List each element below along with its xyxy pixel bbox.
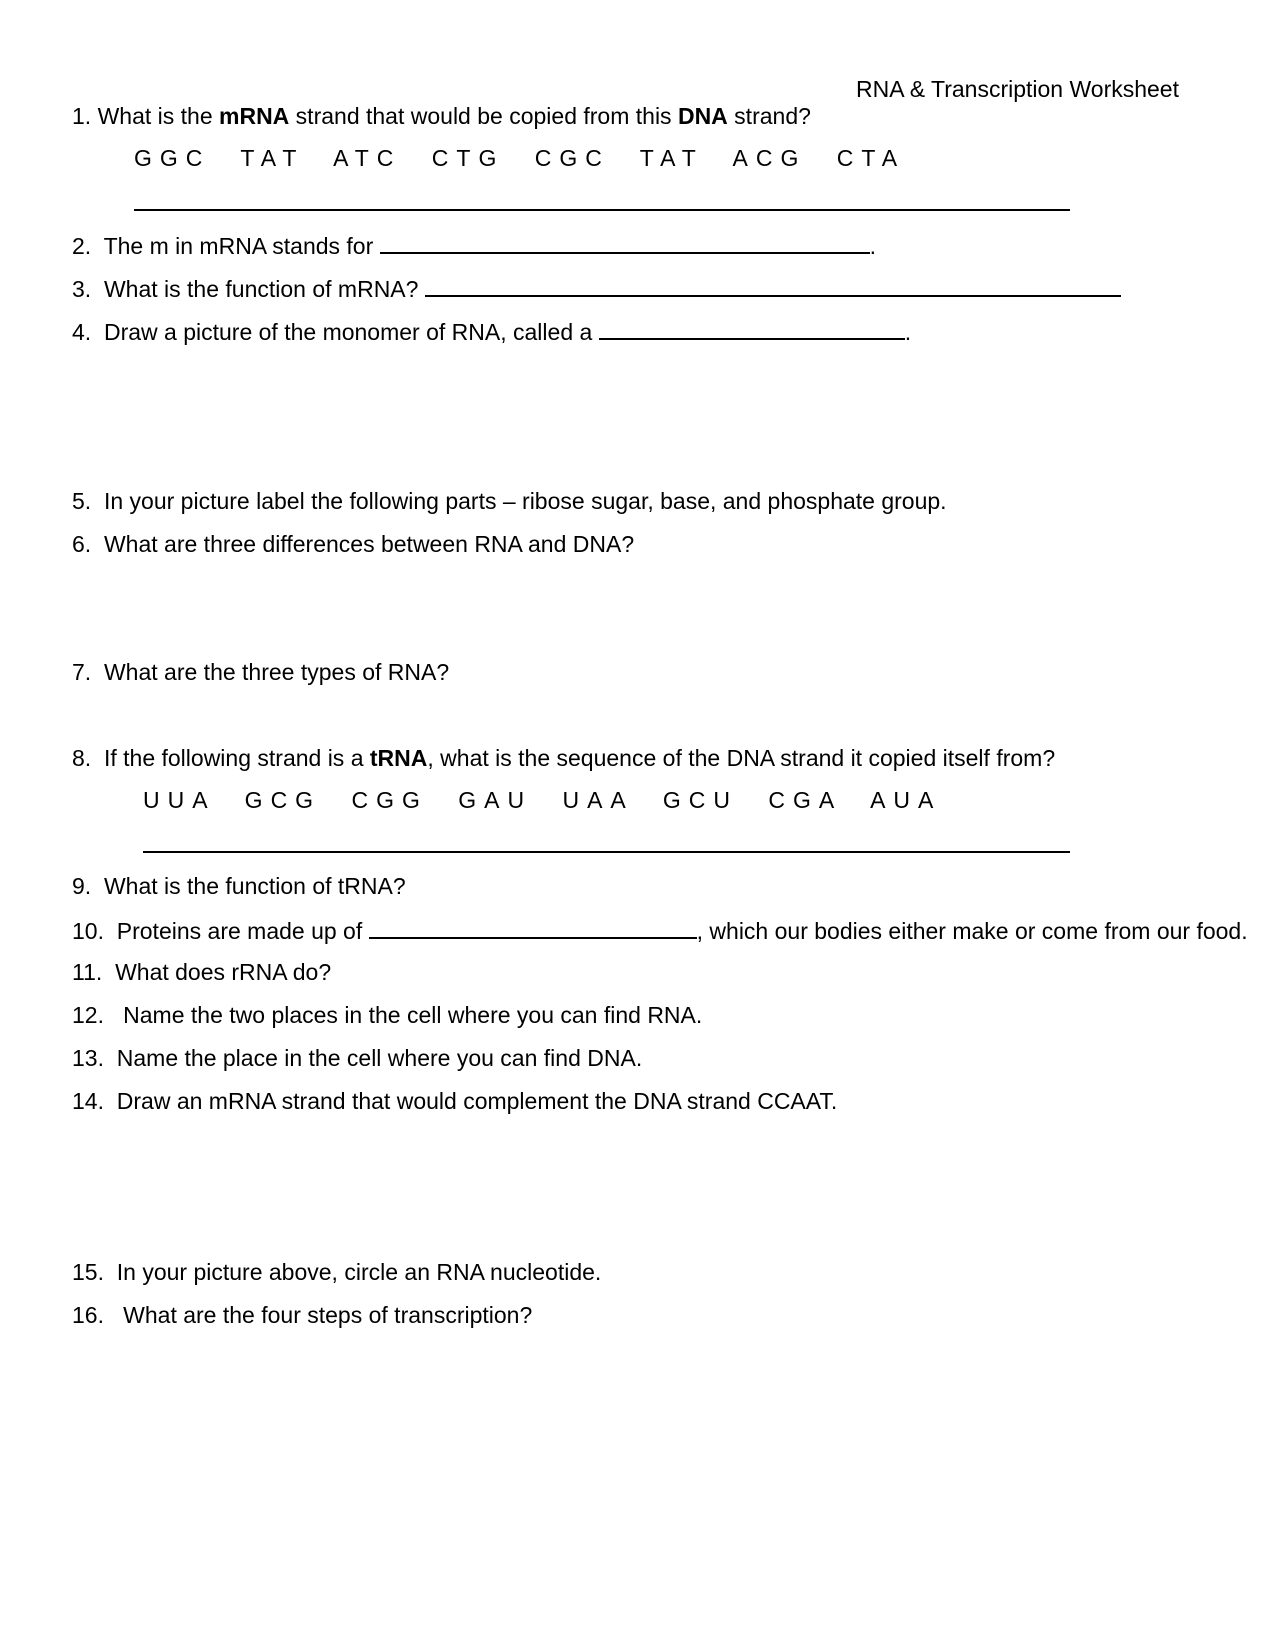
question-number: 10. [72,918,104,944]
question-number: 14. [72,1088,104,1114]
question-1 [72,102,811,130]
question-text: The m in mRNA stands for [103,233,374,259]
question-14 [72,1087,837,1115]
question-12 [72,1001,702,1029]
question-2 [72,230,876,260]
question-text: If the following strand is a tRNA, what is the sequence of the DNA strand it copied itself from? [103,745,1056,771]
question-13 [72,1044,642,1072]
question-15 [72,1258,601,1286]
question-8 [72,744,1055,772]
question-16 [72,1301,532,1329]
question-11 [72,958,331,986]
question-9 [72,872,406,900]
answer-blank-2[interactable] [380,230,870,254]
question-text: What is the function of tRNA? [103,873,406,899]
question-number: 3. [72,276,92,302]
question-number: 16. [72,1302,104,1328]
question-number: 15. [72,1259,104,1285]
question-text: What are the three types of RNA? [103,659,450,685]
question-text: Proteins are made up of [116,918,363,944]
question-number: 6. [72,531,92,557]
question-number: 1. [72,103,92,129]
question-number: 4. [72,319,92,345]
question-text: In your picture label the following parts – ribose sugar, base, and phosphate group. [103,488,947,514]
question-text: What are the four steps of transcription? [123,1302,533,1328]
question-text: Name the place in the cell where you can find DNA. [116,1045,643,1071]
dna-sequence: GGC TAT ATC CTG CGC TAT ACG CTA [134,145,906,171]
answer-blank-4[interactable] [599,316,905,340]
question-number: 12. [72,1002,104,1028]
question-text: Draw an mRNA strand that would complement the DNA strand CCAAT. [116,1088,838,1114]
question-number: 9. [72,873,92,899]
trna-sequence: UUA GCG CGG GAU UAA GCU CGA AUA [143,787,942,813]
question-text-continued: , which our bodies either make or come from our food. [696,918,1248,944]
question-6 [72,530,634,558]
question-text: What does rRNA do? [115,959,332,985]
question-7 [72,658,449,686]
question-number: 7. [72,659,92,685]
question-4 [72,316,911,346]
period: . [904,319,912,345]
question-text: In your picture above, circle an RNA nucleotide. [116,1259,602,1285]
worksheet-title: RNA & Transcription Worksheet [856,76,1179,102]
question-10 [72,915,1248,945]
question-3 [72,273,1121,303]
question-number: 11. [72,959,103,985]
question-number: 2. [72,233,92,259]
question-number: 13. [72,1045,104,1071]
question-number: 5. [72,488,92,514]
answer-blank-10[interactable] [369,915,697,939]
period: . [869,233,877,259]
question-text: What are three differences between RNA and DNA? [103,531,635,557]
question-number: 8. [72,745,92,771]
question-5 [72,487,947,515]
question-text: What is the function of mRNA? [103,276,419,302]
answer-blank-3[interactable] [425,273,1121,297]
answer-line-1[interactable] [134,209,1070,211]
question-text: Name the two places in the cell where you can find RNA. [123,1002,703,1028]
answer-line-8[interactable] [143,851,1070,853]
question-text: What is the mRNA strand that would be copied from this DNA strand? [97,103,811,129]
question-text: Draw a picture of the monomer of RNA, called a [103,319,593,345]
